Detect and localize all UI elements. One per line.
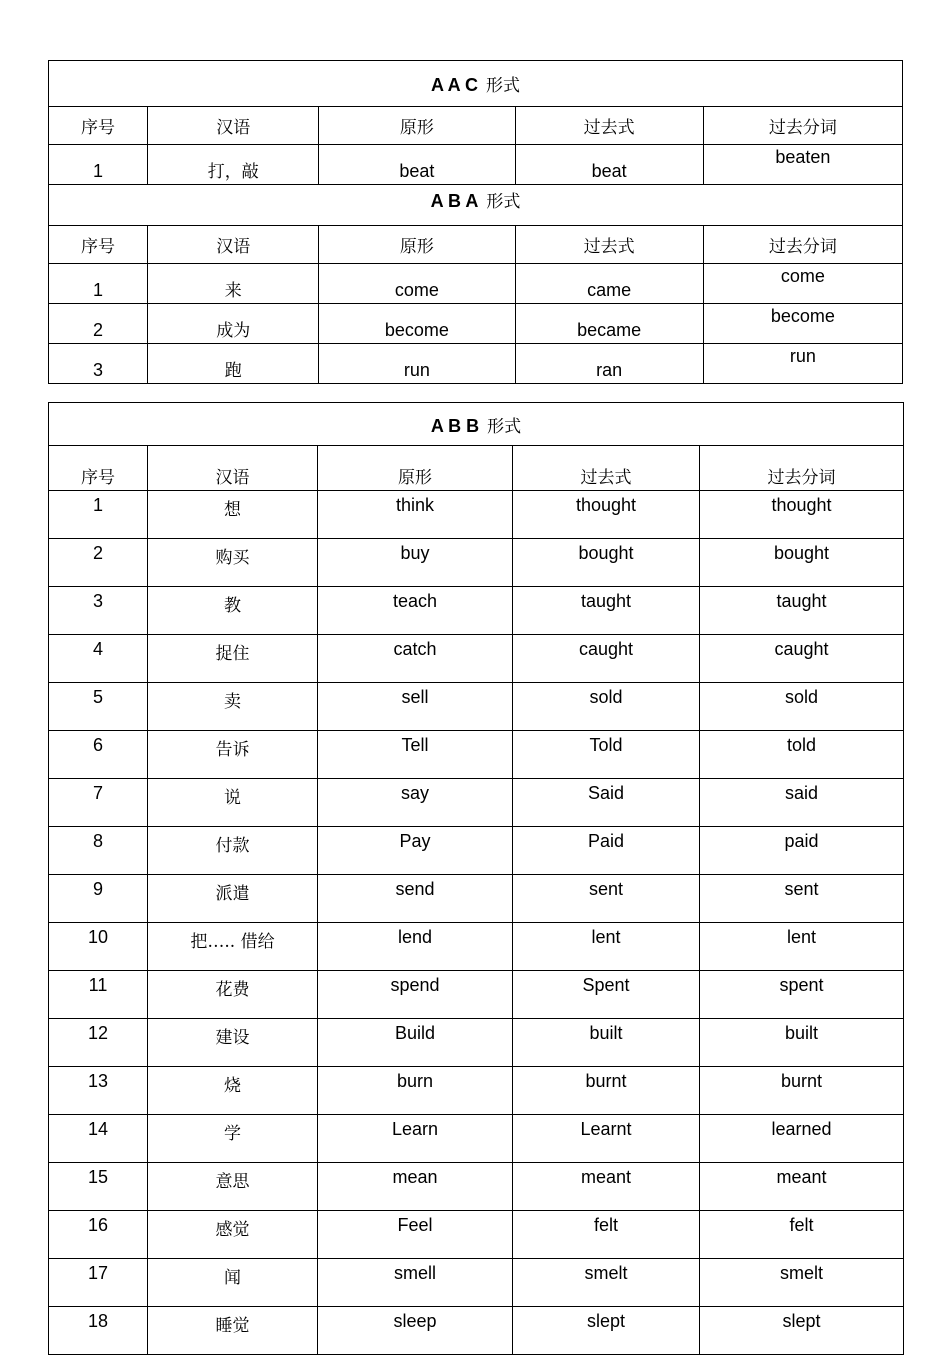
cell-no: 15 <box>49 1163 148 1211</box>
table-row <box>49 264 903 304</box>
cell-past: burnt <box>513 1067 700 1115</box>
cell-no: 14 <box>49 1115 148 1163</box>
cell-base: Feel <box>318 1211 513 1259</box>
header-base: 原形 <box>319 107 515 145</box>
cell-pp: thought <box>700 491 904 539</box>
cell-base: say <box>318 779 513 827</box>
cell-past: Learnt <box>513 1115 700 1163</box>
header-no: 序号 <box>49 107 148 145</box>
cell-pp: felt <box>700 1211 904 1259</box>
cell-base: lend <box>318 923 513 971</box>
cell-past: bought <box>513 539 700 587</box>
cell-past: Said <box>513 779 700 827</box>
cell-pp: learned <box>700 1115 904 1163</box>
cell-base: Pay <box>318 827 513 875</box>
cell-chinese: 来 <box>148 264 319 304</box>
cell-pp: lent <box>700 923 904 971</box>
cell-past: thought <box>513 491 700 539</box>
cell-pp: smelt <box>700 1259 904 1307</box>
abb-header-row <box>49 446 904 491</box>
cell-no: 13 <box>49 1067 148 1115</box>
header-base: 原形 <box>319 226 515 264</box>
cell-chinese: 告诉 <box>148 731 318 779</box>
cell-past: lent <box>513 923 700 971</box>
abb-title <box>49 403 904 446</box>
cell-pp: run <box>703 344 902 384</box>
cell-past: caught <box>513 635 700 683</box>
table-row <box>49 145 903 185</box>
aac-title-zh: 形式 <box>486 76 520 96</box>
cell-past: sent <box>513 875 700 923</box>
cell-base: run <box>319 344 515 384</box>
cell-no: 6 <box>49 731 148 779</box>
cell-chinese: 付款 <box>148 827 318 875</box>
table-row <box>49 875 904 923</box>
cell-past: built <box>513 1019 700 1067</box>
cell-past: felt <box>513 1211 700 1259</box>
cell-pp: burnt <box>700 1067 904 1115</box>
cell-no: 16 <box>49 1211 148 1259</box>
header-chinese: 汉语 <box>148 446 318 491</box>
cell-base: think <box>318 491 513 539</box>
table-row <box>49 1211 904 1259</box>
header-past: 过去式 <box>515 226 703 264</box>
cell-chinese: 把….. 借给 <box>148 923 318 971</box>
aac-header-row <box>49 107 903 145</box>
cell-base: become <box>319 304 515 344</box>
header-chinese: 汉语 <box>148 226 319 264</box>
cell-base: buy <box>318 539 513 587</box>
cell-past: slept <box>513 1307 700 1355</box>
cell-pp: become <box>703 304 902 344</box>
cell-chinese: 购买 <box>148 539 318 587</box>
cell-pp: told <box>700 731 904 779</box>
cell-base: sleep <box>318 1307 513 1355</box>
cell-past: ran <box>515 344 703 384</box>
cell-no: 4 <box>49 635 148 683</box>
cell-base: burn <box>318 1067 513 1115</box>
header-past-participle: 过去分词 <box>703 226 902 264</box>
cell-base: send <box>318 875 513 923</box>
cell-pp: come <box>703 264 902 304</box>
aba-header-row <box>49 226 903 264</box>
cell-past: taught <box>513 587 700 635</box>
cell-chinese: 建设 <box>148 1019 318 1067</box>
table-row <box>49 1067 904 1115</box>
cell-pp: meant <box>700 1163 904 1211</box>
cell-no: 7 <box>49 779 148 827</box>
cell-chinese: 烧 <box>148 1067 318 1115</box>
cell-chinese: 说 <box>148 779 318 827</box>
cell-chinese: 卖 <box>148 683 318 731</box>
header-past: 过去式 <box>515 107 703 145</box>
cell-base: sell <box>318 683 513 731</box>
table-row <box>49 971 904 1019</box>
table-row <box>49 344 903 384</box>
table-row <box>49 683 904 731</box>
cell-past: came <box>515 264 703 304</box>
cell-no: 10 <box>49 923 148 971</box>
cell-chinese: 教 <box>148 587 318 635</box>
cell-past: beat <box>515 145 703 185</box>
table-row <box>49 635 904 683</box>
cell-pp: beaten <box>703 145 902 185</box>
cell-pp: taught <box>700 587 904 635</box>
cell-no: 5 <box>49 683 148 731</box>
cell-past: Told <box>513 731 700 779</box>
cell-past: became <box>515 304 703 344</box>
cell-chinese: 睡觉 <box>148 1307 318 1355</box>
cell-pp: paid <box>700 827 904 875</box>
cell-no: 3 <box>49 587 148 635</box>
cell-no: 8 <box>49 827 148 875</box>
table-row <box>49 539 904 587</box>
cell-chinese: 花费 <box>148 971 318 1019</box>
cell-pp: bought <box>700 539 904 587</box>
cell-pp: slept <box>700 1307 904 1355</box>
cell-base: come <box>319 264 515 304</box>
cell-no: 3 <box>49 344 148 384</box>
aac-title <box>49 61 903 107</box>
header-chinese: 汉语 <box>148 107 319 145</box>
cell-chinese: 跑 <box>148 344 319 384</box>
table-row <box>49 923 904 971</box>
abb-table <box>48 402 904 1355</box>
cell-pp: said <box>700 779 904 827</box>
table-row <box>49 779 904 827</box>
table-row <box>49 1163 904 1211</box>
header-no: 序号 <box>49 226 148 264</box>
abb-title-zh: 形式 <box>487 416 522 437</box>
cell-past: sold <box>513 683 700 731</box>
cell-base: Learn <box>318 1115 513 1163</box>
cell-base: spend <box>318 971 513 1019</box>
cell-chinese: 意思 <box>148 1163 318 1211</box>
cell-past: Paid <box>513 827 700 875</box>
cell-base: smell <box>318 1259 513 1307</box>
cell-no: 2 <box>49 539 148 587</box>
table-row <box>49 1019 904 1067</box>
cell-pp: caught <box>700 635 904 683</box>
cell-pp: sent <box>700 875 904 923</box>
cell-past: Spent <box>513 971 700 1019</box>
table-row <box>49 1259 904 1307</box>
cell-no: 11 <box>49 971 148 1019</box>
table-row <box>49 491 904 539</box>
cell-no: 17 <box>49 1259 148 1307</box>
aac-title-latin: A A C <box>431 75 478 95</box>
cell-no: 2 <box>49 304 148 344</box>
cell-base: mean <box>318 1163 513 1211</box>
cell-chinese: 捉住 <box>148 635 318 683</box>
aba-title-latin: A B A <box>430 191 479 211</box>
cell-no: 9 <box>49 875 148 923</box>
cell-chinese: 想 <box>148 491 318 539</box>
cell-base: catch <box>318 635 513 683</box>
cell-pp: sold <box>700 683 904 731</box>
table-row <box>49 587 904 635</box>
cell-chinese: 派遣 <box>148 875 318 923</box>
cell-no: 1 <box>49 145 148 185</box>
aba-title <box>49 185 903 226</box>
header-no: 序号 <box>49 446 148 491</box>
header-base: 原形 <box>318 446 513 491</box>
cell-chinese: 感觉 <box>148 1211 318 1259</box>
cell-no: 12 <box>49 1019 148 1067</box>
cell-chinese: 成为 <box>148 304 319 344</box>
table-row <box>49 731 904 779</box>
cell-pp: built <box>700 1019 904 1067</box>
cell-base: Build <box>318 1019 513 1067</box>
cell-base: teach <box>318 587 513 635</box>
cell-chinese: 打，敲 <box>148 145 319 185</box>
cell-no: 18 <box>49 1307 148 1355</box>
cell-base: Tell <box>318 731 513 779</box>
header-past-participle: 过去分词 <box>700 446 904 491</box>
cell-past: smelt <box>513 1259 700 1307</box>
cell-base: beat <box>319 145 515 185</box>
table-row <box>49 1307 904 1355</box>
cell-chinese: 学 <box>148 1115 318 1163</box>
header-past-participle: 过去分词 <box>703 107 902 145</box>
header-past: 过去式 <box>513 446 700 491</box>
aba-title-zh: 形式 <box>486 192 521 212</box>
cell-no: 1 <box>49 264 148 304</box>
table-row <box>49 304 903 344</box>
table-row <box>49 827 904 875</box>
cell-past: meant <box>513 1163 700 1211</box>
cell-chinese: 闻 <box>148 1259 318 1307</box>
aac-aba-table <box>48 60 903 384</box>
cell-no: 1 <box>49 491 148 539</box>
table-row <box>49 1115 904 1163</box>
abb-title-latin: A B B <box>430 415 480 436</box>
cell-pp: spent <box>700 971 904 1019</box>
